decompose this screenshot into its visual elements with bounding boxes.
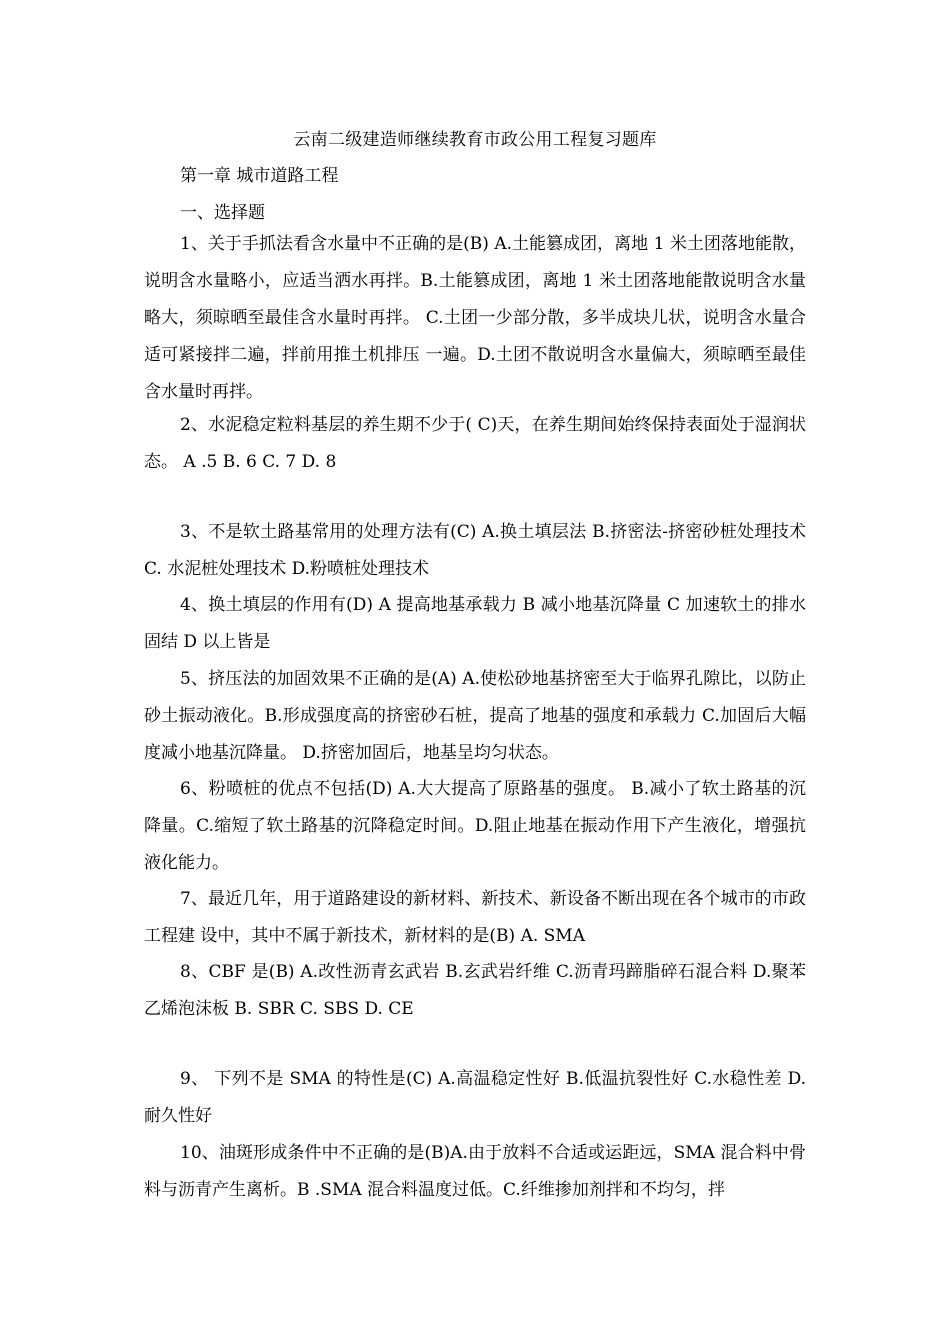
chapter-heading: 第一章 城市道路工程 bbox=[180, 166, 339, 186]
question-10: 10、油斑形成条件中不正确的是(B)A.由于放料不合适或运距远，SMA 混合料中骨料与沥青产生离析。B .SMA 混合料温度过低。C.纤维掺加剂拌和不均匀，拌 bbox=[144, 1143, 806, 1200]
question-1: 1、关于手抓法看含水量中不正确的是(B) A.土能篡成团，离地 1 米土团落地能散，说明含水量略小，应适当洒水再拌。B.土能篡成团，离地 1 米土团落地能散说明含水量略大，须晾晒至最佳含水量时再拌。 C.土团一少部分散，多半成块儿状，说明含水量合适可紧接拌二遍，拌前用推土机排压 一遍。D.土团不散说明含水量偏大，须晾晒至最佳含水量时再拌。 bbox=[144, 234, 806, 402]
question-4: 4、换土填层的作用有(D) A 提高地基承载力 B 减小地基沉降量 C 加速软土的排水固结 D 以上皆是 bbox=[144, 595, 806, 652]
section-heading: 一、选择题 bbox=[180, 203, 265, 223]
question-2: 2、水泥稳定粒料基层的养生期不少于( C)天，在养生期间始终保持表面处于湿润状态。 A .5 B. 6 C. 7 D. 8 bbox=[144, 415, 806, 472]
question-6: 6、粉喷桩的优点不包括(D) A.大大提高了原路基的强度。 B.减小了软土路基的沉降量。C.缩短了软土路基的沉降稳定时间。D.阻止地基在振动作用下产生液化，增强抗液化能力。 bbox=[144, 779, 806, 873]
question-5: 5、挤压法的加固效果不正确的是(A) A.使松砂地基挤密至大于临界孔隙比，以防止砂土振动液化。B.形成强度高的挤密砂石桩，提高了地基的强度和承载力 C.加固后大幅度减小地基沉降量。 D.挤密加固后，地基呈均匀状态。 bbox=[144, 669, 806, 763]
question-9: 9、 下列不是 SMA 的特性是(C) A.高温稳定性好 B.低温抗裂性好 C.水稳性差 D.耐久性好 bbox=[144, 1069, 806, 1126]
document-title: 云南二级建造师继续教育市政公用工程复习题库 bbox=[293, 130, 657, 150]
question-8: 8、CBF 是(B) A.改性沥青玄武岩 B.玄武岩纤维 C.沥青玛蹄脂碎石混合料 D.聚苯乙烯泡沫板 B. SBR C. SBS D. CE bbox=[144, 962, 806, 1019]
question-7: 7、最近几年，用于道路建设的新材料、新技术、新设备不断出现在各个城市的市政工程建 设中，其中不属于新技术，新材料的是(B) A. SMA bbox=[144, 889, 806, 946]
question-3: 3、不是软土路基常用的处理方法有(C) A.换土填层法 B.挤密法-挤密砂桩处理技术 C. 水泥桩处理技术 D.粉喷桩处理技术 bbox=[144, 522, 806, 579]
